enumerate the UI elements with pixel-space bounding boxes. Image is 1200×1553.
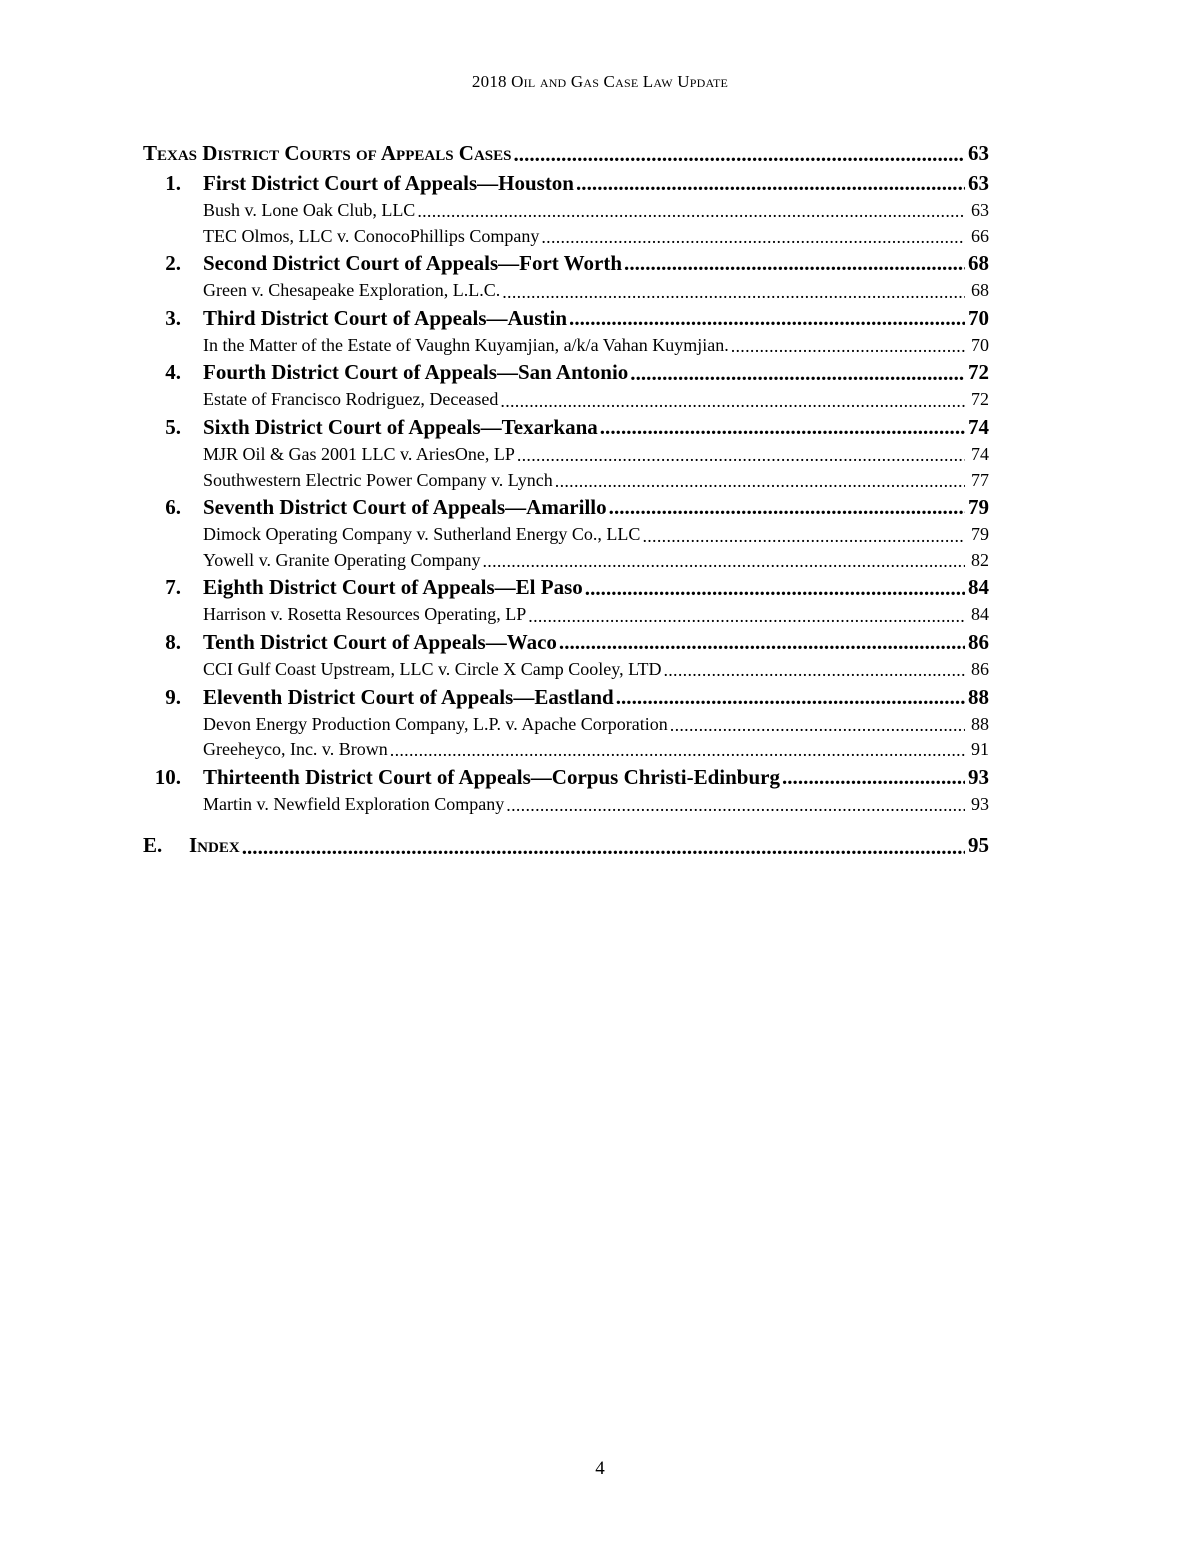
toc-section-page: 79 — [968, 495, 989, 520]
toc-case-page: 82 — [971, 549, 989, 570]
toc-entry-title: Index — [189, 833, 240, 858]
toc-section-title: Tenth District Court of Appeals—Waco — [203, 629, 557, 654]
toc-section-number: 8. — [165, 629, 181, 654]
dot-leader — [642, 524, 965, 550]
toc-section-title: Seventh District Court of Appeals—Amarillo — [203, 495, 607, 520]
toc-case-title: Devon Energy Production Company, L.P. v. Apache Corporation — [203, 713, 668, 734]
toc-case-page: 63 — [971, 200, 989, 220]
toc-case-title: Yowell v. Granite Operating Company — [203, 549, 481, 570]
toc-section-number: 5. — [165, 414, 181, 439]
toc-case-page: 68 — [971, 280, 989, 301]
toc-section-number: 9. — [165, 684, 181, 709]
toc-case-page: 79 — [971, 524, 989, 545]
dot-leader — [482, 550, 965, 576]
toc-entry-page: 63 — [968, 141, 989, 165]
dot-leader — [663, 659, 965, 685]
dot-leader — [569, 306, 965, 335]
toc-case-title: Greeheyco, Inc. v. Brown — [203, 739, 388, 760]
toc-case-entry[interactable] — [143, 335, 989, 361]
toc-section-title: Second District Court of Appeals—Fort Worth — [203, 251, 623, 276]
toc-section-page: 63 — [968, 171, 989, 195]
dot-leader — [731, 335, 965, 361]
toc-section-title: First District Court of Appeals—Houston — [203, 171, 574, 195]
toc-case-page: 74 — [971, 443, 989, 464]
toc-case-entry[interactable] — [143, 200, 989, 226]
toc-section-entry[interactable] — [143, 251, 989, 280]
table-of-contents — [143, 141, 989, 863]
page-number: 4 — [595, 1458, 605, 1479]
dot-leader — [555, 470, 965, 496]
toc-case-title: Estate of Francisco Rodriguez, Deceased — [203, 389, 499, 410]
toc-case-entry[interactable] — [143, 714, 989, 740]
toc-section-entry[interactable] — [143, 575, 989, 604]
toc-case-page: 72 — [971, 389, 989, 410]
toc-case-title: MJR Oil & Gas 2001 LLC v. AriesOne, LP — [203, 443, 515, 464]
toc-case-page: 70 — [971, 334, 989, 355]
toc-case-page: 66 — [971, 225, 989, 246]
dot-leader — [559, 630, 965, 659]
toc-case-page: 93 — [971, 793, 989, 814]
toc-section-page: 74 — [968, 414, 989, 439]
dot-leader — [616, 685, 965, 714]
toc-section-title: Thirteenth District Court of Appeals—Corpus Christi-Edinburg — [203, 764, 780, 789]
dot-leader — [500, 389, 965, 415]
toc-section-number: 2. — [165, 251, 181, 276]
dot-leader — [502, 280, 965, 306]
toc-case-page: 86 — [971, 658, 989, 679]
toc-case-entry[interactable] — [143, 739, 989, 765]
dot-leader — [242, 833, 965, 863]
toc-case-entry[interactable] — [143, 604, 989, 630]
toc-case-title: CCI Gulf Coast Upstream, LLC v. Circle X Camp Cooley, LTD — [203, 658, 662, 679]
toc-section-page: 68 — [968, 251, 989, 276]
toc-case-entry[interactable] — [143, 659, 989, 685]
toc-section-number: 7. — [165, 575, 181, 600]
dot-leader — [624, 251, 965, 280]
toc-case-title: Green v. Chesapeake Exploration, L.L.C. — [203, 280, 501, 301]
toc-case-entry[interactable] — [143, 794, 989, 820]
dot-leader — [670, 714, 965, 740]
toc-top-entry[interactable] — [143, 141, 989, 171]
toc-case-page: 91 — [971, 739, 989, 760]
toc-section-page: 86 — [968, 629, 989, 654]
dot-leader — [517, 444, 965, 470]
toc-index-entry[interactable] — [143, 833, 989, 863]
dot-leader — [609, 495, 965, 524]
toc-section-entry[interactable] — [143, 495, 989, 524]
toc-case-entry[interactable] — [143, 470, 989, 496]
toc-section-entry[interactable] — [143, 171, 989, 200]
toc-case-entry[interactable] — [143, 524, 989, 550]
dot-leader — [782, 765, 965, 794]
toc-entry-title: Texas District Courts of Appeals Cases — [143, 141, 512, 165]
toc-section-page: 72 — [968, 360, 989, 385]
toc-case-entry[interactable] — [143, 389, 989, 415]
toc-section-number: 3. — [165, 305, 181, 330]
dot-leader — [506, 794, 965, 820]
dot-leader — [528, 604, 965, 630]
toc-section-number: 4. — [165, 360, 181, 385]
toc-section-entry[interactable] — [143, 306, 989, 335]
toc-case-entry[interactable] — [143, 444, 989, 470]
toc-section-page: 70 — [968, 305, 989, 330]
toc-case-entry[interactable] — [143, 280, 989, 306]
toc-case-entry[interactable] — [143, 226, 989, 252]
toc-case-entry[interactable] — [143, 550, 989, 576]
toc-section-entry[interactable] — [143, 360, 989, 389]
toc-section-entry[interactable] — [143, 765, 989, 794]
toc-case-title: Southwestern Electric Power Company v. Lynch — [203, 469, 553, 490]
toc-section-title: Eighth District Court of Appeals—El Paso — [203, 575, 583, 600]
toc-section-title: Third District Court of Appeals—Austin — [203, 305, 568, 330]
toc-case-page: 88 — [971, 713, 989, 734]
dot-leader — [513, 141, 965, 171]
toc-case-title: Harrison v. Rosetta Resources Operating, LP — [203, 604, 527, 625]
toc-case-title: In the Matter of the Estate of Vaughn Kuyamjian, a/k/a Vahan Kuymjian. — [203, 334, 729, 355]
toc-section-title: Eleventh District Court of Appeals—Eastland — [203, 684, 614, 709]
toc-section-title: Sixth District Court of Appeals—Texarkana — [203, 414, 598, 439]
dot-leader — [417, 200, 965, 226]
dot-leader — [600, 415, 965, 444]
toc-section-page: 84 — [968, 575, 989, 600]
toc-section-number: 1. — [165, 171, 181, 195]
toc-case-page: 84 — [971, 604, 989, 625]
toc-case-title: Dimock Operating Company v. Sutherland Energy Co., LLC — [203, 524, 641, 545]
toc-case-title: TEC Olmos, LLC v. ConocoPhillips Company — [203, 225, 540, 246]
toc-section-title: Fourth District Court of Appeals—San Antonio — [203, 360, 629, 385]
toc-section-page: 93 — [968, 764, 989, 789]
toc-case-page: 77 — [971, 469, 989, 490]
running-header: 2018 Oil and Gas Case Law Update — [471, 72, 729, 91]
dot-leader — [390, 739, 965, 765]
toc-entry-letter: E. — [143, 833, 163, 858]
toc-case-title: Bush v. Lone Oak Club, LLC — [203, 200, 416, 220]
dot-leader — [585, 575, 965, 604]
toc-section-number: 10. — [154, 764, 181, 789]
dot-leader — [576, 171, 965, 200]
toc-case-title: Martin v. Newfield Exploration Company — [203, 793, 505, 814]
toc-entry-page: 95 — [968, 833, 989, 858]
dot-leader — [630, 360, 965, 389]
toc-section-entry[interactable] — [143, 630, 989, 659]
toc-sections — [143, 171, 989, 819]
toc-section-page: 88 — [968, 684, 989, 709]
toc-section-entry[interactable] — [143, 415, 989, 444]
toc-section-entry[interactable] — [143, 685, 989, 714]
dot-leader — [541, 226, 965, 252]
toc-section-number: 6. — [165, 495, 181, 520]
